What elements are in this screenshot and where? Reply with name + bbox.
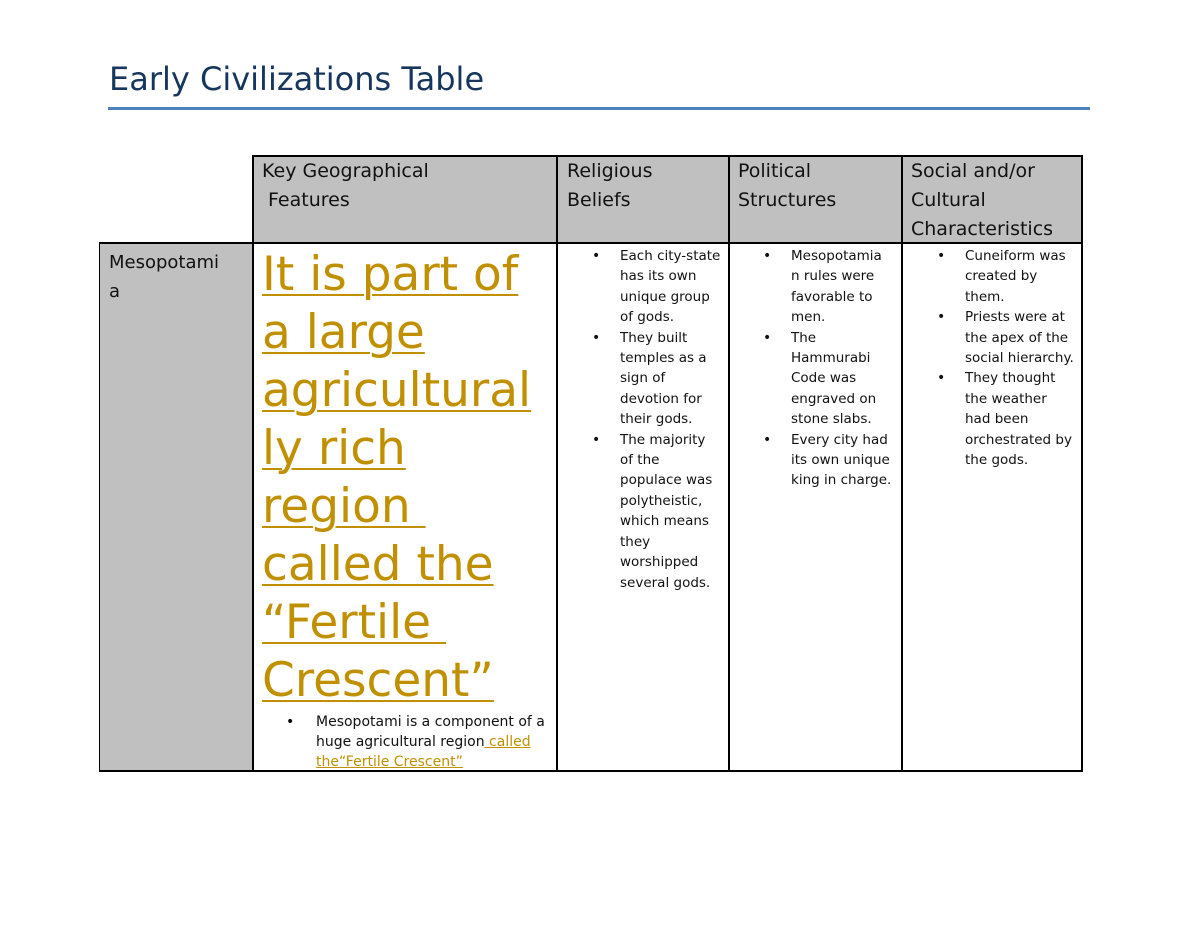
list-line: which means (620, 513, 709, 530)
list-line: n rules were (791, 268, 875, 285)
row-header-cell (100, 244, 253, 770)
header-religious-beliefs (567, 157, 653, 215)
list-line: The majority (620, 431, 706, 448)
header-political-structures (738, 157, 836, 215)
header-line: Religious (567, 160, 653, 182)
geo-line: It is part of (262, 247, 519, 302)
list-line: the weather (965, 390, 1047, 407)
list-item (763, 430, 892, 491)
column-divider (728, 155, 730, 772)
list-line: Priests were at (965, 309, 1065, 326)
list-line: the gods. (965, 452, 1029, 469)
bullet-icon: • (763, 329, 772, 346)
list-line: its own unique (791, 452, 890, 469)
list-line: stone slabs. (791, 411, 872, 428)
geo-small-plain: huge agricultural region (316, 734, 485, 750)
geo-line: a large (262, 305, 425, 360)
header-line: Characteristics (911, 218, 1054, 240)
list-line: They thought (965, 370, 1056, 387)
geo-small-line (316, 732, 545, 752)
bullet-icon: • (763, 248, 772, 264)
header-social-cultural (911, 157, 1053, 244)
header-line: Features (262, 189, 350, 211)
title-underline-divider (108, 107, 1090, 110)
list-line: has its own (620, 268, 697, 285)
bullet-icon: • (937, 248, 946, 264)
list-line: the apex of the (965, 329, 1069, 346)
list-line: worshipped (620, 554, 699, 571)
list-item (937, 307, 1074, 368)
header-key-geographical-features (262, 157, 429, 215)
list-line: they (620, 533, 651, 550)
list-item (937, 368, 1074, 470)
list-line: of the (620, 452, 660, 469)
geo-line: “Fertile (262, 595, 447, 650)
list-item (592, 328, 720, 430)
header-line: Cultural (911, 189, 986, 211)
list-line: Every city had (791, 431, 888, 448)
geo-line: called the (262, 537, 494, 592)
list-item (763, 246, 891, 328)
list-line: orchestrated by (965, 431, 1072, 448)
social-bullet-list (937, 246, 1074, 470)
row-label-mesopotamia (109, 248, 219, 306)
bullet-icon: • (937, 309, 946, 326)
geo-line: ly rich (262, 421, 406, 476)
list-line: them. (965, 288, 1005, 305)
header-line: Key Geographical (262, 160, 429, 182)
header-line: Political (738, 160, 812, 182)
list-line: sign of (620, 370, 666, 387)
list-line: men. (791, 309, 826, 326)
list-line: Code was (791, 370, 857, 387)
list-line: temples as a (620, 350, 707, 367)
row-label-line: Mesopotami (109, 252, 220, 273)
bullet-icon: • (592, 329, 601, 346)
column-divider (901, 155, 903, 772)
list-item (592, 246, 721, 328)
list-line: had been (965, 411, 1029, 428)
list-line: social hierarchy. (965, 350, 1074, 367)
bullet-icon: • (592, 248, 601, 264)
bullet-icon: • (763, 431, 772, 448)
list-line: They built (620, 329, 688, 346)
list-line: Each city-state (620, 248, 721, 264)
list-line: devotion for (620, 390, 702, 407)
header-line: Beliefs (567, 189, 631, 211)
row-label-line: a (109, 281, 121, 302)
list-line: their gods. (620, 411, 693, 428)
geo-line: region (262, 479, 426, 534)
list-line: king in charge. (791, 472, 892, 489)
bullet-icon: • (937, 370, 946, 387)
list-item (937, 246, 1074, 307)
list-line: unique group (620, 288, 710, 305)
geo-small-line: Mesopotami is a component of a (316, 714, 545, 730)
list-line: engraved on (791, 390, 877, 407)
political-bullet-list (763, 246, 892, 491)
list-item (592, 430, 720, 593)
bullet-icon: • (286, 714, 295, 730)
list-line: populace was (620, 472, 713, 489)
list-line: Mesopotamia (791, 248, 882, 264)
list-line: created by (965, 268, 1038, 285)
list-line: favorable to (791, 288, 873, 305)
list-line: Cuneiform was (965, 248, 1066, 264)
fertile-crescent-link[interactable]: called (484, 734, 531, 750)
list-line: polytheistic, (620, 492, 703, 509)
list-item (763, 328, 891, 430)
page-title: Early Civilizations Table (109, 60, 485, 98)
geography-bullet-text (316, 712, 545, 772)
geo-line: agricultural (262, 363, 532, 418)
geography-heading-text (262, 246, 531, 710)
list-line: several gods. (620, 574, 711, 591)
header-line: Social and/or (911, 160, 1035, 182)
header-line: Structures (738, 189, 837, 211)
fertile-crescent-link[interactable]: the“Fertile Crescent” (316, 754, 463, 770)
geo-line: Crescent” (262, 653, 494, 708)
religion-bullet-list (592, 246, 721, 593)
bullet-icon: • (592, 431, 601, 448)
list-line: of gods. (620, 309, 675, 326)
list-line: The (791, 329, 817, 346)
column-divider (252, 155, 254, 772)
column-divider (556, 155, 558, 772)
list-line: Hammurabi (791, 350, 871, 367)
